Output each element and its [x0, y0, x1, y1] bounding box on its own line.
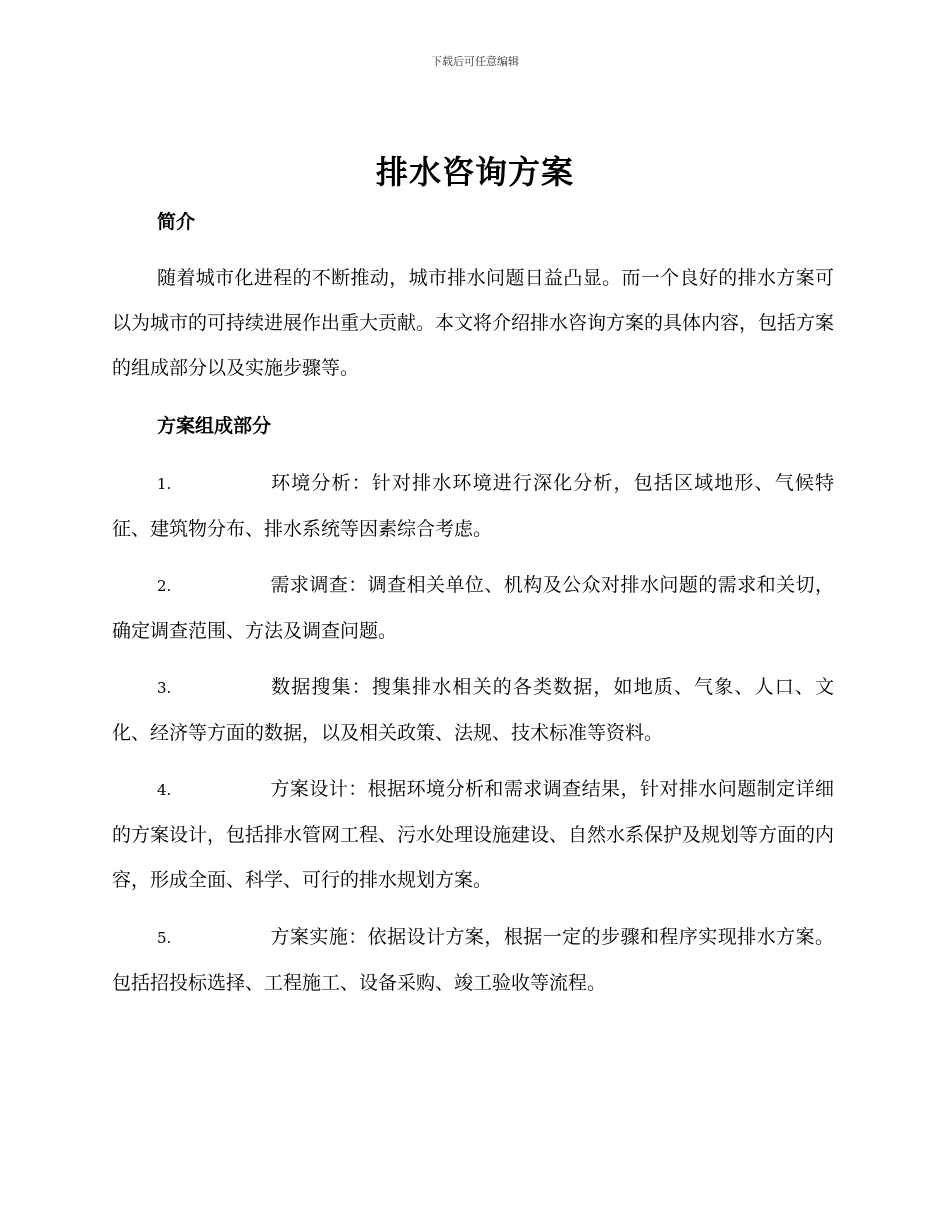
list-item — [112, 461, 834, 552]
header-note: 下载后可任意编辑 — [431, 55, 519, 68]
list-item-number: 1. — [157, 475, 172, 493]
list-item — [112, 563, 834, 654]
list-item-number: 3. — [157, 679, 172, 697]
list-item-text: 环境分析：针对排水环境进行深化分析，包括区域地形、气候特征、建筑物分布、排水系统等因素综合考虑。 — [112, 472, 834, 540]
list-item-text: 数据搜集：搜集排水相关的各类数据，如地质、气象、人口、文化、经济等方面的数据，以及相关政策、法规、技术标准等资料。 — [112, 676, 834, 744]
intro-paragraph: 随着城市化进程的不断推动，城市排水问题日益凸显。而一个良好的排水方案可以为城市的可持续进展作出重大贡献。本文将介绍排水咨询方案的具体内容，包括方案的组成部分以及实施步骤等。 — [112, 267, 835, 379]
list-item-text: 需求调查：调查相关单位、机构及公众对排水问题的需求和关切，确定调查范围、方法及调查问题。 — [112, 574, 834, 642]
list-item — [112, 665, 834, 756]
list-item-number: 4. — [157, 781, 172, 799]
intro-heading: 简介 — [157, 211, 196, 233]
document-title: 排水咨询方案 — [375, 153, 574, 191]
list-item-text: 方案实施：依据设计方案，根据一定的步骤和程序实现排水方案。包括招投标选择、工程施工、设备采购、竣工验收等流程。 — [112, 926, 834, 994]
list-item-number: 2. — [157, 577, 172, 595]
list-item — [112, 915, 834, 1006]
list-item-text: 方案设计：根据环境分析和需求调查结果，针对排水问题制定详细的方案设计，包括排水管网工程、污水处理设施建设、自然水系保护及规划等方面的内容，形成全面、科学、可行的排水规划方案。 — [112, 778, 835, 891]
list-item — [112, 767, 834, 903]
list-item-number: 5. — [157, 929, 172, 947]
components-heading: 方案组成部分 — [157, 415, 272, 437]
